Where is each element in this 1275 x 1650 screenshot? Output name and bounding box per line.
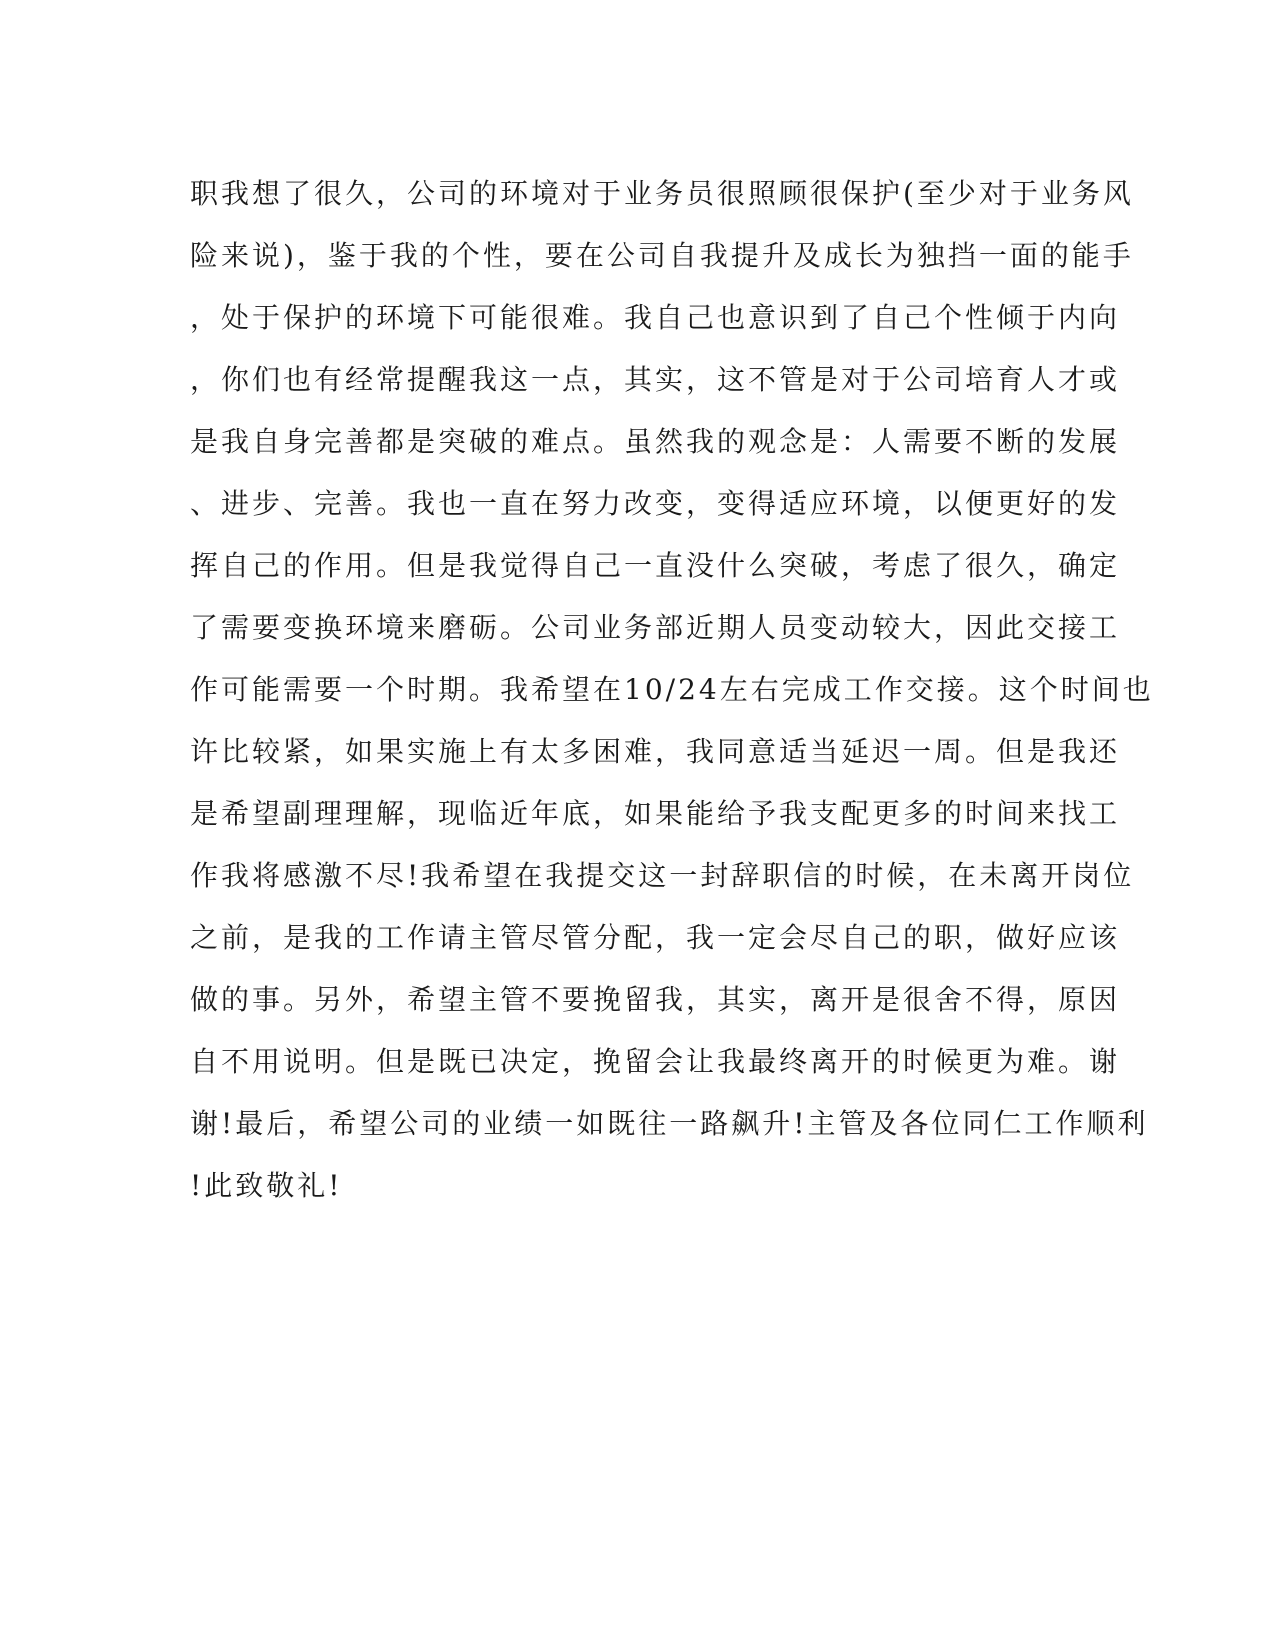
text-line-10: 许比较紧，如果实施上有太多困难，我同意适当延迟一周。但是我还 <box>190 735 1121 768</box>
text-line-17: !此致敬礼! <box>190 1169 343 1202</box>
text-line-8: 了需要变换环境来磨砺。公司业务部近期人员变动较大，因此交接工 <box>190 611 1121 644</box>
text-line-16: 谢!最后，希望公司的业绩一如既往一路飙升!主管及各位同仁工作顺利 <box>190 1107 1149 1140</box>
text-line-3: ，处于保护的环境下可能很难。我自己也意识到了自己个性倾于内向 <box>190 301 1121 334</box>
text-line-4: ，你们也有经常提醒我这一点，其实，这不管是对于公司培育人才或 <box>190 363 1121 396</box>
text-line-1: 职我想了很久，公司的环境对于业务员很照顾很保护(至少对于业务风 <box>190 177 1134 210</box>
text-line-6: 、进步、完善。我也一直在努力改变，变得适应环境，以便更好的发 <box>190 487 1121 520</box>
text-line-9: 作可能需要一个时期。我希望在10/24左右完成工作交接。这个时间也 <box>190 673 1154 706</box>
text-line-12: 作我将感激不尽!我希望在我提交这一封辞职信的时候，在未离开岗位 <box>190 859 1135 892</box>
text-line-5: 是我自身完善都是突破的难点。虽然我的观念是：人需要不断的发展 <box>190 425 1121 458</box>
text-line-13: 之前，是我的工作请主管尽管分配，我一定会尽自己的职，做好应该 <box>190 921 1121 954</box>
text-line-7: 挥自己的作用。但是我觉得自己一直没什么突破，考虑了很久，确定 <box>190 549 1121 582</box>
text-line-11: 是希望副理理解，现临近年底，如果能给予我支配更多的时间来找工 <box>190 797 1121 830</box>
text-line-2: 险来说)，鉴于我的个性，要在公司自我提升及成长为独挡一面的能手 <box>190 239 1134 272</box>
text-line-14: 做的事。另外，希望主管不要挽留我，其实，离开是很舍不得，原因 <box>190 983 1121 1016</box>
letter-body <box>190 163 1154 1217</box>
text-line-15: 自不用说明。但是既已决定，挽留会让我最终离开的时候更为难。谢 <box>190 1045 1121 1078</box>
